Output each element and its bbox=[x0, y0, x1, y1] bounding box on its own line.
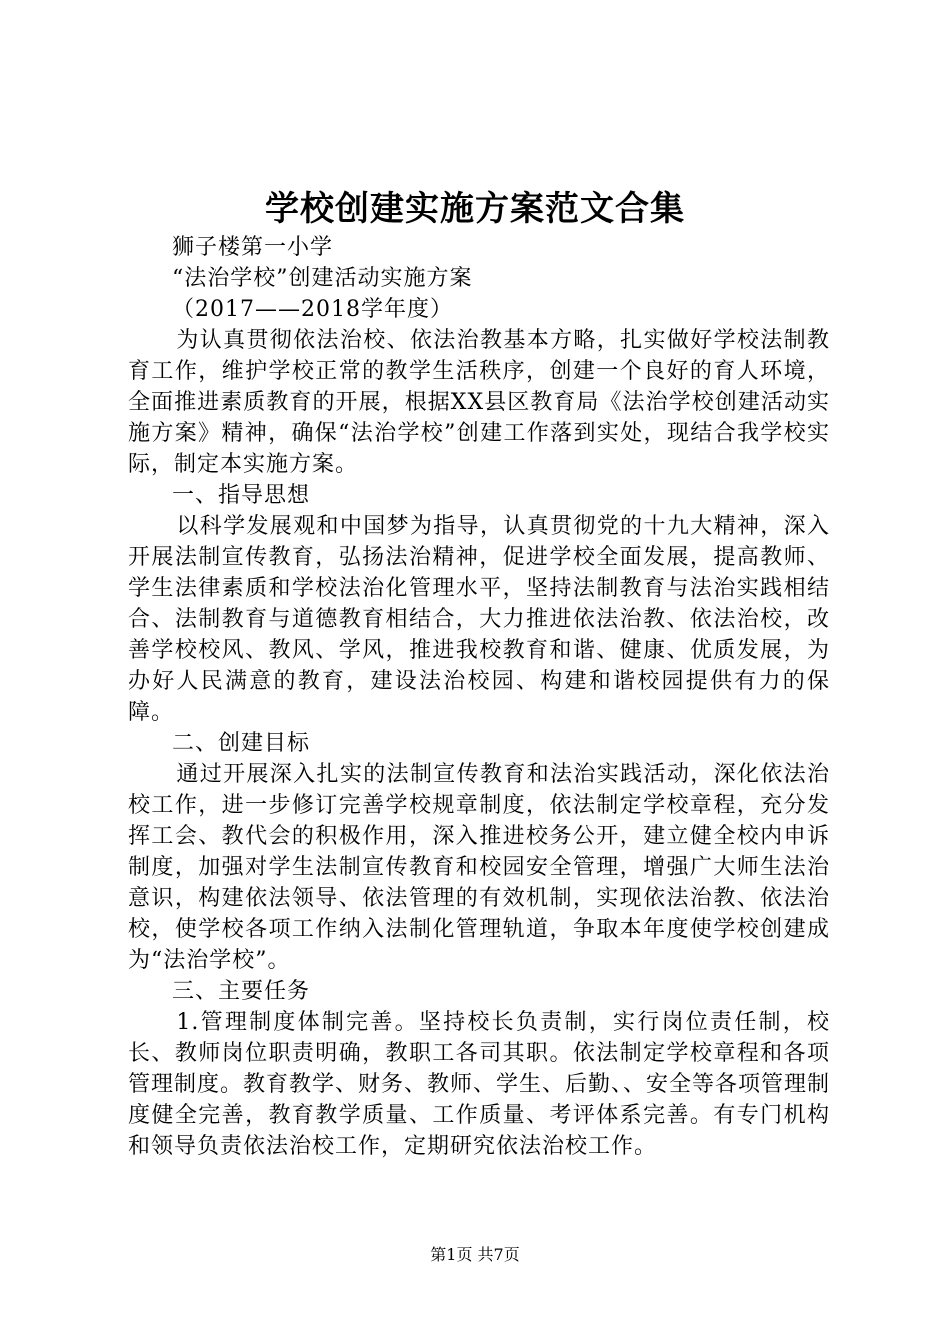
intro-paragraph: 为认真贯彻依法治校、依法治教基本方略，扎实做好学校法制教育工作，维护学校正常的教学生活秩序，创建一个良好的育人环境，全面推进素质教育的开展，根据XX县区教育局《法治学校创建活动实施方案》精神，确保“法治学校”创建工作落到实处，现结合我学校实际，制定本实施方案。 bbox=[128, 328, 830, 477]
document-body bbox=[128, 232, 830, 1162]
section-heading-goals: 二、创建目标 bbox=[172, 731, 311, 756]
plan-subtitle: “法治学校”创建活动实施方案 bbox=[172, 266, 473, 291]
guiding-thought-paragraph: 以科学发展观和中国梦为指导，认真贯彻党的十九大精神，深入开展法制宣传教育，弘扬法治精神，促进学校全面发展，提高教师、学生法律素质和学校法治化管理水平，坚持法制教育与法治实践相结合、法制教育与道德教育相结合，大力推进依法治教、依法治校，改善学校校风、教风、学风，推进我校教育和谐、健康、优质发展，为办好人民满意的教育，建设法治校园、构建和谐校园提供有力的保障。 bbox=[128, 514, 830, 725]
academic-year: （2017——2018学年度） bbox=[172, 297, 453, 322]
goals-paragraph: 通过开展深入扎实的法制宣传教育和法治实践活动，深化依法治校工作，进一步修订完善学校规章制度，依法制定学校章程，充分发挥工会、教代会的积极作用，深入推进校务公开，建立健全校内申诉制度，加强对学生法制宣传教育和校园安全管理，增强广大师生法治意识，构建依法领导、依法管理的有效机制，实现依法治教、依法治校，使学校各项工作纳入法制化管理轨道，争取本年度使学校创建成为“法治学校”。 bbox=[128, 762, 830, 973]
document-title: 学校创建实施方案范文合集 bbox=[265, 189, 685, 229]
task-1-paragraph: 1.管理制度体制完善。坚持校长负责制，实行岗位责任制，校长、教师岗位职责明确，教职工各司其职。依法制定学校章程和各项管理制度。教育教学、财务、教师、学生、后勤、、安全等各项管理制度健全完善，教育教学质量、工作质量、考评体系完善。有专门机构和领导负责依法治校工作，定期研究依法治校工作。 bbox=[128, 1010, 831, 1159]
section-heading-guiding-thought: 一、指导思想 bbox=[172, 483, 311, 508]
page-footer: 第1页 共7页 bbox=[430, 1245, 520, 1264]
school-name: 狮子楼第一小学 bbox=[172, 235, 334, 260]
section-heading-tasks: 三、主要任务 bbox=[172, 979, 311, 1004]
